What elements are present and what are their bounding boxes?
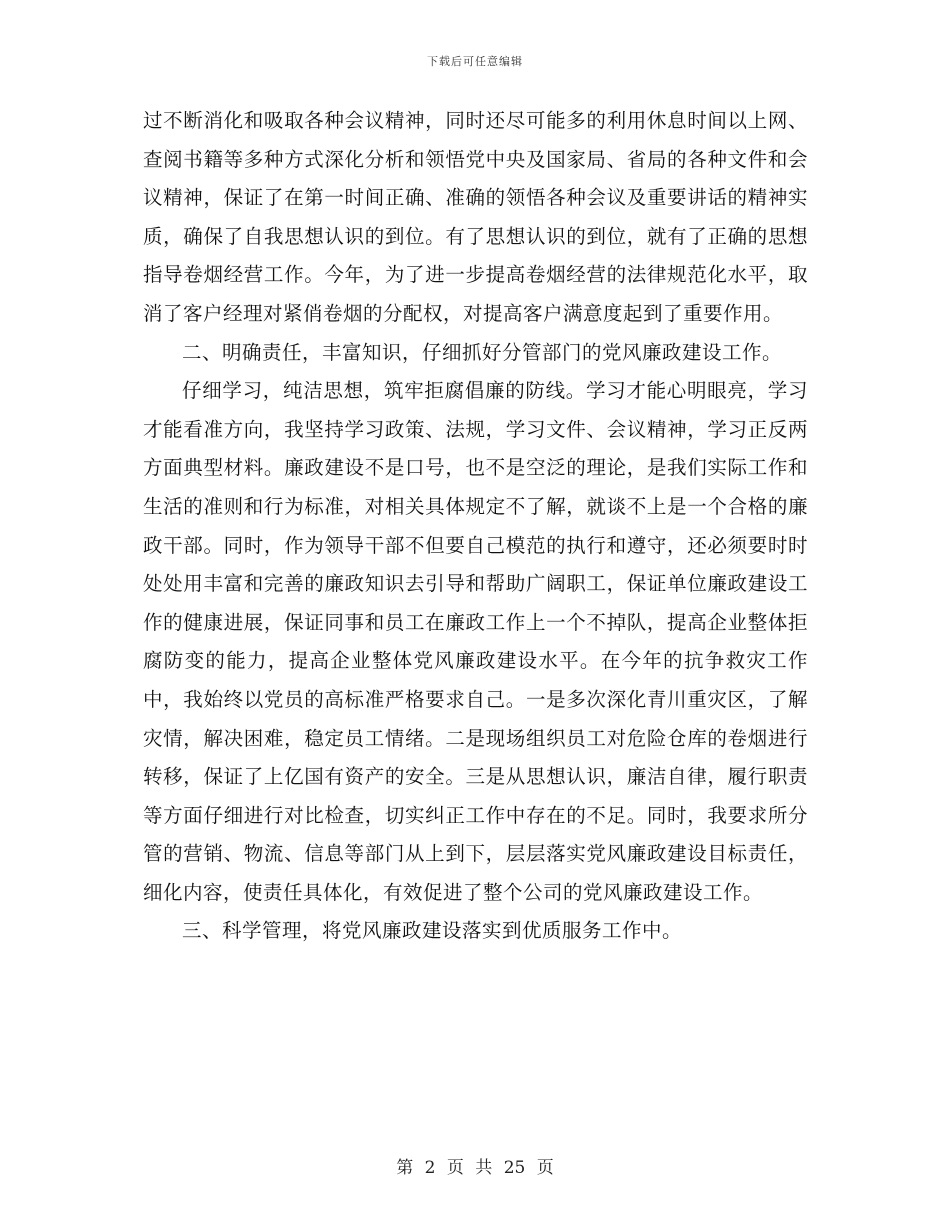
page-header: 下载后可任意编辑 — [427, 55, 523, 68]
body-paragraph-3: 仔细学习，纯洁思想，筑牢拒腐倡廉的防线。学习才能心明眼亮，学习才能看准方向，我坚持学习政策、法规，学习文件、会议精神，学习正反两方面典型材料。廉政建设不是口号，也不是空泛的理论，是我们实际工作和生活的准则和行为标准，对相关具体规定不了解，就谈不上是一个合格的廉政干部。同时，作为领导干部不但要自己模范的执行和遵守，还必须要时时处处用丰富和完善的廉政知识去引导和帮助广阔职工，保证单位廉政建设工作的健康进展，保证同事和员工在廉政工作上一个不掉队，提高企业整体拒腐防变的能力，提高企业整体党风廉政建设水平。在今年的抗争救灾工作中，我始终以党员的高标准严格要求自己。一是多次深化青川重灾区，了解灾情，解决困难，稳定员工情绪。二是现场组织员工对危险仓库的卷烟进行转移，保证了上亿国有资产的安全。三是从思想认识，廉洁自律，履行职责等方面仔细进行对比检查，切实纠正工作中存在的不足。同时，我要求所分管的营销、物流、信息等部门从上到下，层层落实党风廉政建设目标责任，细化内容，使责任具体化，有效促进了整个公司的党风廉政建设工作。 — [143, 379, 808, 904]
page-footer: 第 2 页 共 25 页 — [396, 1158, 554, 1178]
document-body — [143, 102, 808, 951]
section-heading-2: 二、明确责任，丰富知识，仔细抓好分管部门的党风廉政建设工作。 — [182, 340, 783, 364]
section-heading-3: 三、科学管理，将党风廉政建设落实到优质服务工作中。 — [182, 919, 683, 943]
body-paragraph-1: 过不断消化和吸取各种会议精神，同时还尽可能多的利用休息时间以上网、查阅书籍等多种方式深化分析和领悟党中央及国家局、省局的各种文件和会议精神，保证了在第一时间正确、准确的领悟各种会议及重要讲话的精神实质，确保了自我思想认识的到位。有了思想认识的到位，就有了正确的思想指导卷烟经营工作。今年，为了进一步提高卷烟经营的法律规范化水平，取消了客户经理对紧俏卷烟的分配权，对提高客户满意度起到了重要作用。 — [143, 109, 808, 325]
